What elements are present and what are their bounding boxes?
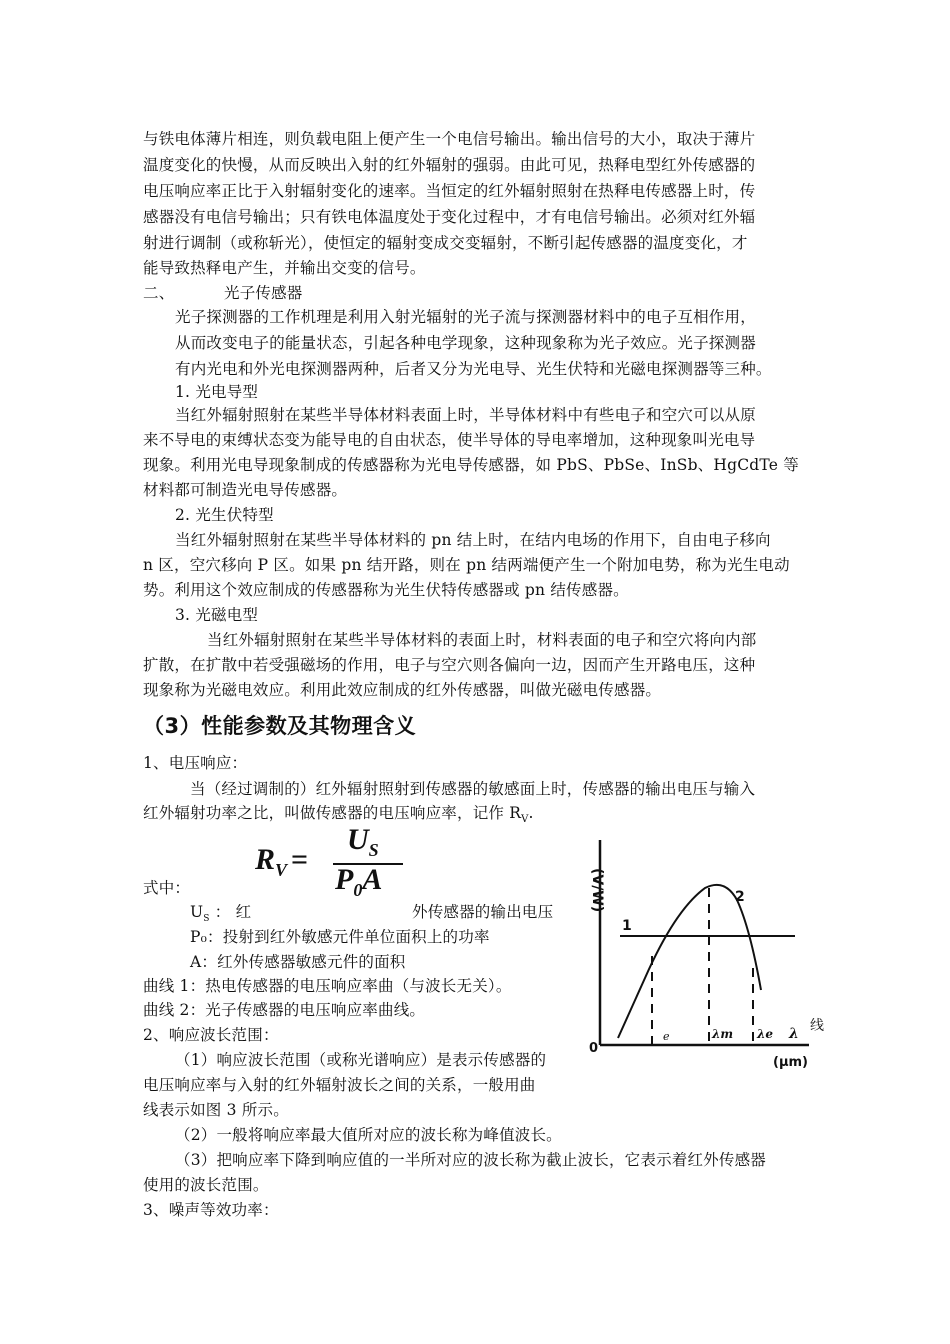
subsection-title: 1、电压响应： bbox=[143, 754, 248, 772]
list-item: 1. 光电导型 bbox=[175, 383, 259, 401]
paragraph-line: n 区，空穴移向 P 区。如果 pn 结开路，则在 pn 结两端便产生一个附加电势，称为光生电动 bbox=[143, 556, 790, 574]
stray-char: 线 bbox=[810, 1018, 824, 1034]
paragraph-line: （3）把响应率下降到响应值的一半所对应的波长称为截止波长，它表示着红外传感器 bbox=[175, 1151, 766, 1169]
definition-us-desc: 外传感器的输出电压 bbox=[412, 903, 554, 921]
origin-label: 0 bbox=[589, 1041, 599, 1056]
definition-a: A：红外传感器敏感元件的面积 bbox=[190, 953, 406, 971]
definition-us: $U_S$ ： 红 bbox=[190, 903, 252, 925]
paragraph-line: 使用的波长范围。 bbox=[143, 1176, 269, 1194]
paragraph-line: 从而改变电子的能量状态，引起各种电学现象，这种现象称为光子效应。光子探测器 bbox=[175, 334, 756, 352]
x-unit-label: (μm) bbox=[773, 1055, 808, 1070]
paragraph-line: 电压响应率正比于入射辐射变化的速率。当恒定的红外辐射照射在热释电传感器上时，传 bbox=[143, 182, 756, 200]
list-item: 2. 光生伏特型 bbox=[175, 506, 274, 524]
y-axis-label: (V/W) bbox=[589, 868, 605, 913]
paragraph-line: 感器没有电信号输出；只有铁电体温度处于变化过程中，才有电信号输出。必须对红外辐 bbox=[143, 208, 756, 226]
paragraph-line: 当（经过调制的）红外辐射照射到传感器的敏感面上时，传感器的输出电压与输入 bbox=[190, 780, 756, 798]
curve-1-label: 1 bbox=[622, 918, 632, 934]
paragraph-line: 当红外辐射照射在某些半导体材料的 pn 结上时，在结内电场的作用下，自由电子移向 bbox=[175, 531, 771, 549]
curve1-description: 曲线 1：热电传感器的电压响应率曲（与波长无关）。 bbox=[143, 977, 512, 995]
curve-2-label: 2 bbox=[735, 889, 745, 905]
paragraph-line: （2）一般将响应率最大值所对应的波长称为峰值波长。 bbox=[175, 1126, 562, 1144]
paragraph-line: 扩散，在扩散中若受强磁场的作用，电子与空穴则各偏向一边，因而产生开路电压，这种 bbox=[143, 656, 756, 674]
definition-p0: P₀：投射到红外敏感元件单位面积上的功率 bbox=[190, 928, 490, 946]
lambda-e-low-label: e bbox=[663, 1030, 670, 1043]
paragraph-line: 现象。利用光电导现象制成的传感器称为光电导传感器，如 PbS、PbSe、InSb、HgCdTe 等 bbox=[143, 456, 799, 474]
paragraph-line: 势。利用这个效应制成的传感器称为光生伏特传感器或 pn 结传感器。 bbox=[143, 581, 629, 599]
paragraph-line: 能导致热释电产生，并输出交变的信号。 bbox=[143, 259, 426, 277]
list-item: 3. 光磁电型 bbox=[175, 606, 259, 624]
subsection-title: 2、响应波长范围： bbox=[143, 1026, 279, 1044]
paragraph-line: 有内光电和外光电探测器两种，后者又分为光电导、光生伏特和光磁电探测器等三种。 bbox=[175, 360, 772, 378]
subsection-title: 3、噪声等效功率： bbox=[143, 1201, 279, 1219]
paragraph-line: （1）响应波长范围（或称光谱响应）是表示传感器的 bbox=[175, 1051, 547, 1069]
paragraph-line: 温度变化的快慢，从而反映出入射的红外辐射的强弱。由此可见，热释电型红外传感器的 bbox=[143, 156, 756, 174]
paragraph-line: 与铁电体薄片相连，则负载电阻上便产生一个电信号输出。输出信号的大小，取决于薄片 bbox=[143, 130, 756, 148]
curve2-description: 曲线 2：光子传感器的电压响应率曲线。 bbox=[143, 1001, 426, 1019]
paragraph-line: 来不导电的束缚状态变为能导电的自由状态，使半导体的导电率增加，这种现象叫光电导 bbox=[143, 431, 756, 449]
section-heading: （3）性能参数及其物理含义 bbox=[143, 714, 417, 738]
section-title: 光子传感器 bbox=[224, 284, 303, 302]
where-label: 式中： bbox=[143, 879, 191, 897]
paragraph-line: 现象称为光磁电效应。利用此效应制成的红外传感器，叫做光磁电传感器。 bbox=[143, 681, 662, 699]
lambda-m-label: λm bbox=[712, 1027, 734, 1041]
paragraph-line: 当红外辐射照射在某些半导体材料的表面上时，材料表面的电子和空穴将向内部 bbox=[207, 631, 757, 649]
paragraph-line: 红外辐射功率之比，叫做传感器的电压响应率，记作 $R_V$. bbox=[143, 804, 534, 826]
paragraph-line: 线表示如图 3 所示。 bbox=[143, 1101, 289, 1119]
paragraph-line: 射进行调制（或称斩光），使恒定的辐射变成交变辐射，不断引起传感器的温度变化，才 bbox=[143, 234, 748, 252]
curve-2-line bbox=[618, 885, 761, 1038]
section-number: 二、 bbox=[143, 284, 175, 302]
paragraph-line: 当红外辐射照射在某些半导体材料表面上时，半导体材料中有些电子和空穴可以从原 bbox=[175, 406, 756, 424]
paragraph-line: 材料都可制造光电导传感器。 bbox=[143, 481, 348, 499]
paragraph-line: 光子探测器的工作机理是利用入射光辐射的光子流与探测器材料中的电子互相作用， bbox=[175, 308, 756, 326]
lambda-e-label: λe bbox=[757, 1027, 774, 1041]
lambda-label: λ bbox=[789, 1026, 799, 1042]
response-curve-figure bbox=[575, 818, 835, 1073]
paragraph-line: 电压响应率与入射的红外辐射波长之间的关系，一般用曲 bbox=[143, 1076, 536, 1094]
